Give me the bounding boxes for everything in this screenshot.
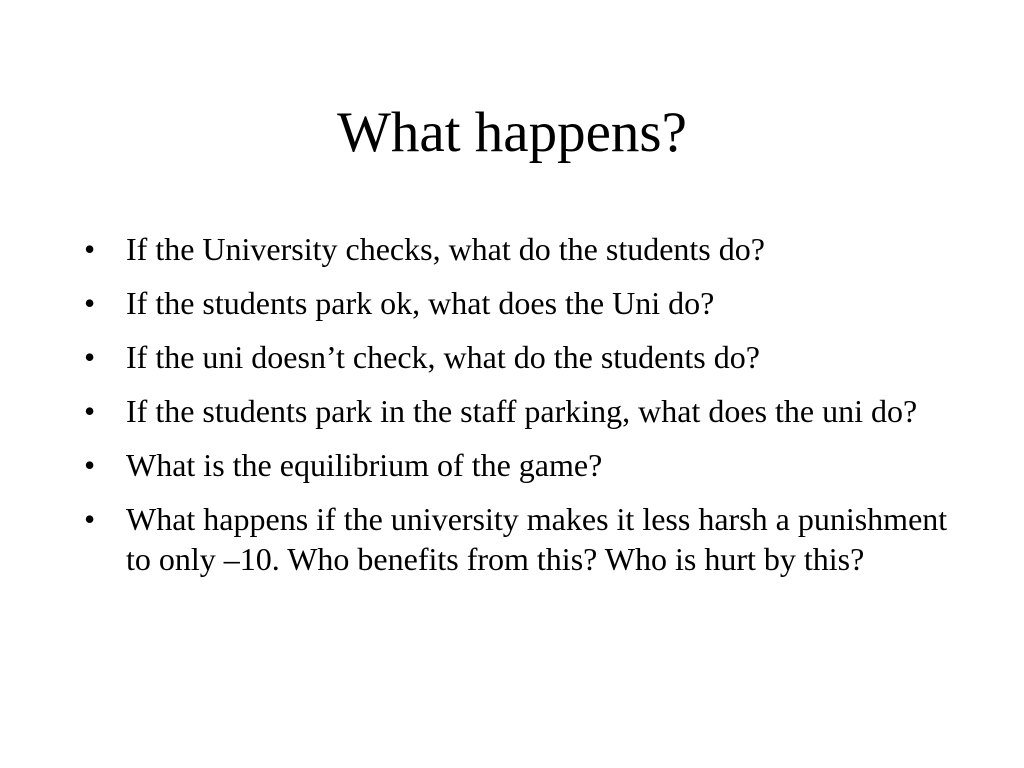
bullet-item <box>84 283 964 323</box>
bullet-dot-icon: • <box>84 285 96 321</box>
bullet-item <box>84 391 964 431</box>
bullet-item <box>84 499 964 579</box>
bullet-list <box>84 229 964 593</box>
bullet-dot-icon: • <box>84 231 96 267</box>
bullet-item <box>84 445 964 485</box>
bullet-text: What happens if the university makes it less harsh a punishment to only –10. Who benefits from this? Who is hurt by this? <box>126 501 948 577</box>
slide-title: What happens? <box>337 101 687 164</box>
bullet-dot-icon: • <box>84 501 96 537</box>
bullet-dot-icon: • <box>84 339 96 375</box>
bullet-item <box>84 229 964 269</box>
bullet-text: If the University checks, what do the students do? <box>126 231 765 267</box>
bullet-item <box>84 337 964 377</box>
bullet-dot-icon: • <box>84 393 96 429</box>
bullet-dot-icon: • <box>84 447 96 483</box>
bullet-text: If the students park in the staff parking, what does the uni do? <box>126 393 918 429</box>
bullet-text: What is the equilibrium of the game? <box>126 447 603 483</box>
bullet-text: If the students park ok, what does the Uni do? <box>126 285 715 321</box>
bullet-text: If the uni doesn’t check, what do the students do? <box>126 339 760 375</box>
